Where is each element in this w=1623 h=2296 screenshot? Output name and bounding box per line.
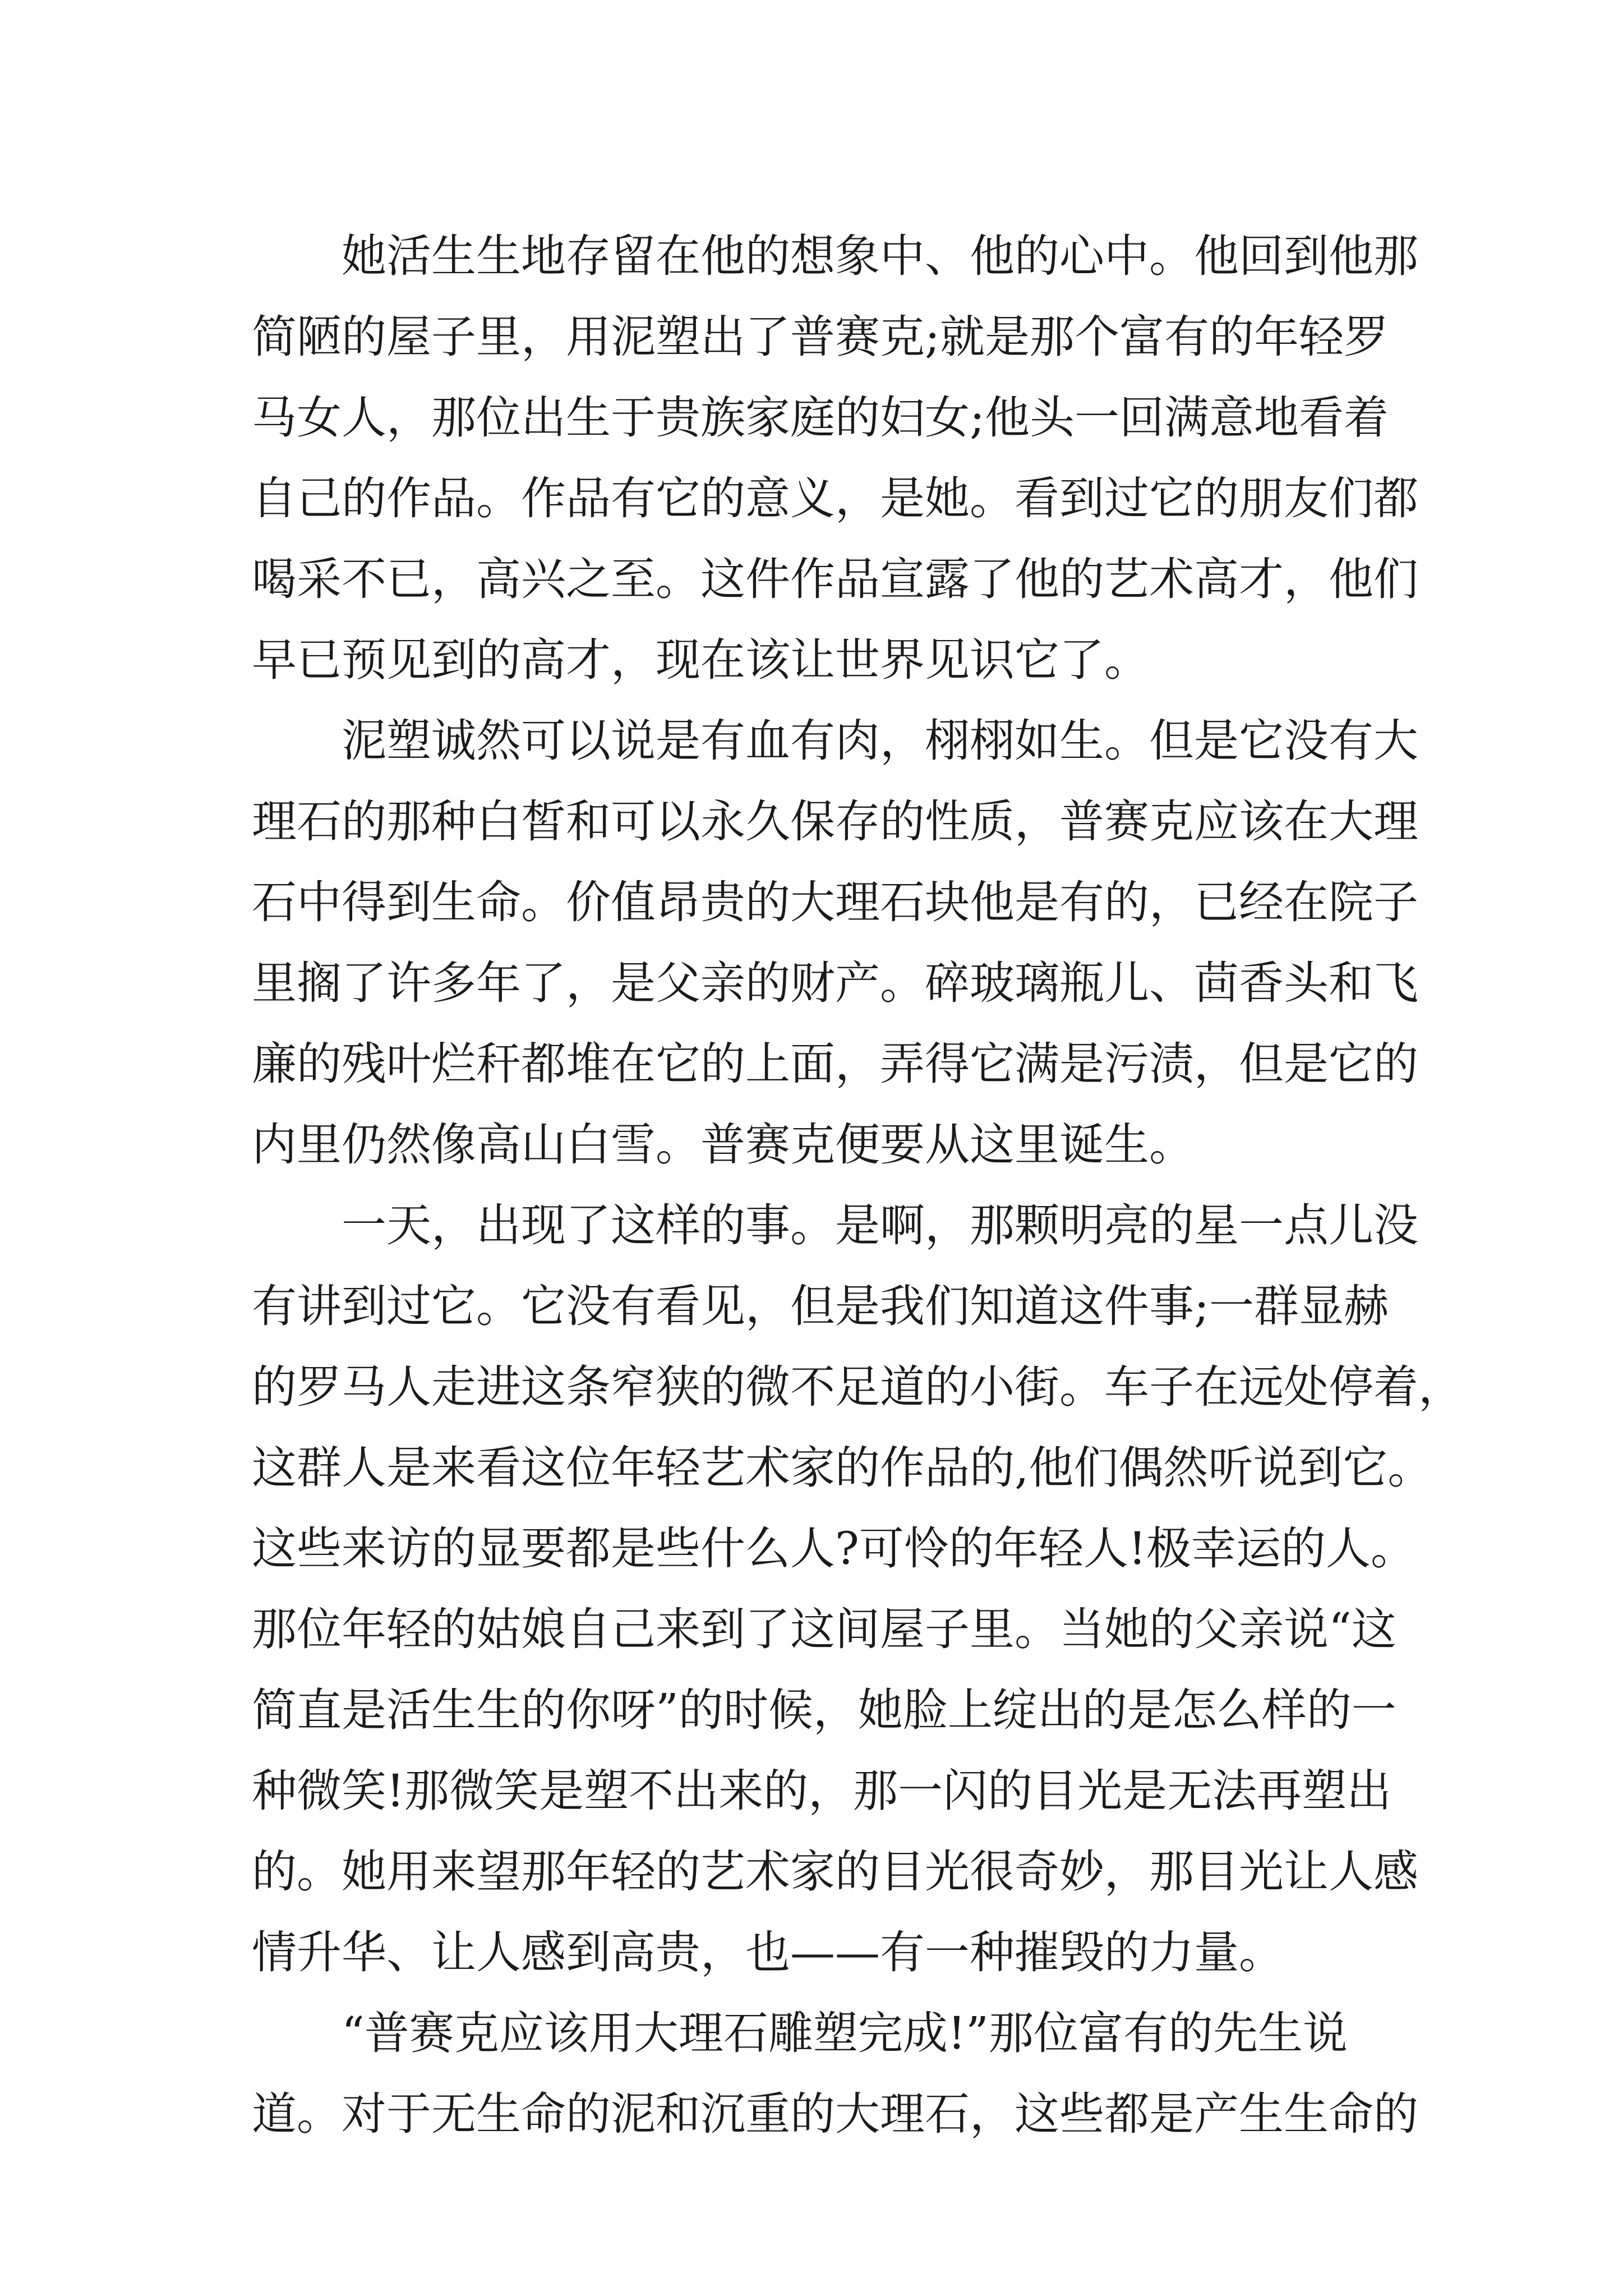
body-text [252,216,1463,2155]
text-line: 内里仍然像高山白雪。普赛克便要从这里诞生。 [252,1119,1194,1171]
text-line: 那位年轻的姑娘自己来到了这间屋子里。当她的父亲说“这 [252,1603,1396,1655]
text-line: 的罗马人走进这条窄狭的微不足道的小街。车子在远处停着， [252,1361,1463,1413]
text-line: 石中得到生命。价值昂贵的大理石块他是有的，已经在院子 [252,876,1418,928]
text-line: 理石的那种白皙和可以永久保存的性质，普赛克应该在大理 [252,795,1418,848]
text-line: 廉的残叶烂秆都堆在它的上面，弄得它满是污渍，但是它的 [252,1038,1418,1090]
text-line: 早已预见到的高才，现在该让世界见识它了。 [252,634,1149,686]
text-line: 情升华、让人感到高贵，也——有一种摧毁的力量。 [252,1926,1284,1978]
text-line: “普赛克应该用大理石雕塑完成!”那位富有的先生说 [342,2007,1348,2059]
paragraph-1 [252,216,1418,701]
text-line: 简直是活生生的你呀”的时候，她脸上绽出的是怎么样的一 [252,1684,1396,1736]
text-line: 种微笑!那微笑是塑不出来的，那一闪的目光是无法再塑出 [252,1765,1392,1817]
text-line: 自己的作品。作品有它的意义，是她。看到过它的朋友们都 [252,472,1418,524]
text-line: 道。对于无生命的泥和沉重的大理石，这些都是产生生命的 [252,2088,1418,2140]
text-line: 她活生生地存留在他的想象中、他的心中。他回到他那 [342,230,1418,282]
text-line: 有讲到过它。它没有看见，但是我们知道这件事;一群显赫 [252,1280,1389,1332]
text-line: 这群人是来看这位年轻艺术家的作品的,他们偶然听说到它。 [252,1442,1433,1494]
text-line: 马女人，那位出生于贵族家庭的妇女;他头一回满意地看着 [252,392,1389,444]
text-line: 这些来访的显要都是些什么人?可怜的年轻人!极幸运的人。 [252,1522,1416,1575]
paragraph-2 [252,701,1418,1185]
paragraph-4 [252,1993,1418,2155]
text-line: 里搁了许多年了，是父亲的财产。碎玻璃瓶儿、茴香头和飞 [252,957,1418,1009]
text-line: 喝采不已，高兴之至。这件作品宣露了他的艺术高才，他们 [252,553,1418,605]
text-line: 的。她用来望那年轻的艺术家的目光很奇妙，那目光让人感 [252,1846,1418,1898]
text-line: 一天，出现了这样的事。是啊，那颗明亮的星一点儿没 [342,1199,1418,1251]
text-line: 泥塑诚然可以说是有血有肉，栩栩如生。但是它没有大 [342,715,1418,767]
paragraph-3 [252,1185,1463,1993]
text-line: 简陋的屋子里，用泥塑出了普赛克;就是那个富有的年轻罗 [252,311,1389,363]
